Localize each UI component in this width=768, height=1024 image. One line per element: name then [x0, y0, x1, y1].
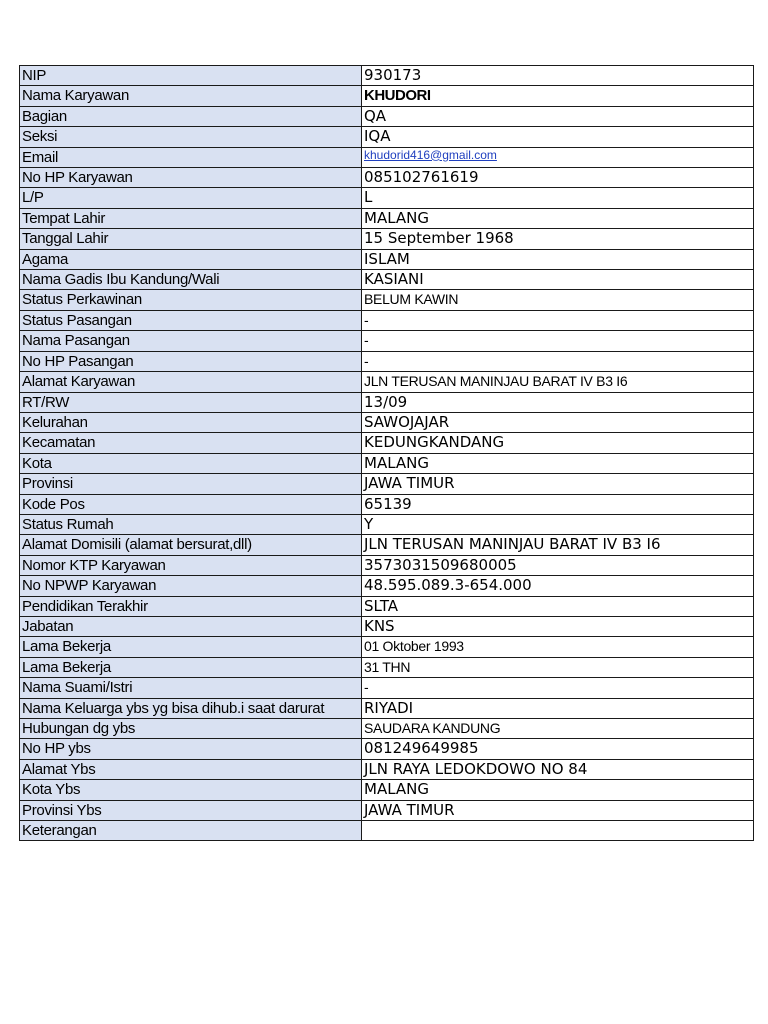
- field-value: KHUDORI: [362, 86, 754, 106]
- table-row: [20, 494, 754, 514]
- field-label: Kode Pos: [20, 494, 362, 514]
- table-row: [20, 821, 754, 841]
- field-value: MALANG: [362, 453, 754, 473]
- field-value: ISLAM: [362, 249, 754, 269]
- field-label: Jabatan: [20, 616, 362, 636]
- table-row: [20, 270, 754, 290]
- field-label: No HP Pasangan: [20, 351, 362, 371]
- table-row: [20, 678, 754, 698]
- field-value: 085102761619: [362, 168, 754, 188]
- field-value: KASIANI: [362, 270, 754, 290]
- field-label: Seksi: [20, 127, 362, 147]
- field-value: 081249649985: [362, 739, 754, 759]
- field-value: -: [362, 351, 754, 371]
- table-row: [20, 474, 754, 494]
- table-row: [20, 147, 754, 167]
- field-value: JAWA TIMUR: [362, 800, 754, 820]
- table-row: [20, 372, 754, 392]
- field-label: L/P: [20, 188, 362, 208]
- field-label: NIP: [20, 66, 362, 86]
- field-label: Tempat Lahir: [20, 208, 362, 228]
- field-value: JLN TERUSAN MANINJAU BARAT IV B3 I6: [362, 535, 754, 555]
- field-label: Alamat Domisili (alamat bersurat,dll): [20, 535, 362, 555]
- field-label: Pendidikan Terakhir: [20, 596, 362, 616]
- field-value: JAWA TIMUR: [362, 474, 754, 494]
- table-row: [20, 780, 754, 800]
- field-value: -: [362, 331, 754, 351]
- table-row: [20, 249, 754, 269]
- table-row: [20, 310, 754, 330]
- field-label: Status Perkawinan: [20, 290, 362, 310]
- employee-record-body: [20, 66, 754, 841]
- field-value: L: [362, 188, 754, 208]
- table-row: [20, 514, 754, 534]
- field-value: SAWOJAJAR: [362, 412, 754, 432]
- table-row: [20, 453, 754, 473]
- employee-record-table: [19, 65, 754, 841]
- field-value: 01 Oktober 1993: [362, 637, 754, 657]
- field-label: Hubungan dg ybs: [20, 719, 362, 739]
- field-value: KEDUNGKANDANG: [362, 433, 754, 453]
- table-row: [20, 229, 754, 249]
- email-link[interactable]: khudorid416@gmail.com: [364, 147, 497, 162]
- table-row: [20, 392, 754, 412]
- field-label: RT/RW: [20, 392, 362, 412]
- table-row: [20, 290, 754, 310]
- field-label: No HP Karyawan: [20, 168, 362, 188]
- field-value: 65139: [362, 494, 754, 514]
- field-label: Nama Suami/Istri: [20, 678, 362, 698]
- field-label: Kecamatan: [20, 433, 362, 453]
- table-row: [20, 412, 754, 432]
- table-row: [20, 351, 754, 371]
- field-label: Email: [20, 147, 362, 167]
- field-value: [362, 821, 754, 841]
- field-value: 31 THN: [362, 657, 754, 677]
- table-row: [20, 616, 754, 636]
- field-value: SLTA: [362, 596, 754, 616]
- table-row: [20, 637, 754, 657]
- field-label: Lama Bekerja: [20, 637, 362, 657]
- field-value: RIYADI: [362, 698, 754, 718]
- field-label: Keterangan: [20, 821, 362, 841]
- field-value: KNS: [362, 616, 754, 636]
- field-label: Provinsi Ybs: [20, 800, 362, 820]
- table-row: [20, 657, 754, 677]
- field-label: Status Rumah: [20, 514, 362, 534]
- field-value: JLN TERUSAN MANINJAU BARAT IV B3 I6: [362, 372, 754, 392]
- field-label: Agama: [20, 249, 362, 269]
- table-row: [20, 698, 754, 718]
- field-value: -: [362, 678, 754, 698]
- table-row: [20, 596, 754, 616]
- field-value: BELUM KAWIN: [362, 290, 754, 310]
- table-row: [20, 208, 754, 228]
- field-value: 48.595.089.3-654.000: [362, 576, 754, 596]
- table-row: [20, 739, 754, 759]
- field-label: Kota: [20, 453, 362, 473]
- field-label: No HP ybs: [20, 739, 362, 759]
- field-label: Lama Bekerja: [20, 657, 362, 677]
- field-value: 930173: [362, 66, 754, 86]
- table-row: [20, 168, 754, 188]
- field-label: Nama Keluarga ybs yg bisa dihub.i saat darurat: [20, 698, 362, 718]
- field-label: Alamat Ybs: [20, 759, 362, 779]
- table-row: [20, 800, 754, 820]
- field-label: Kelurahan: [20, 412, 362, 432]
- field-label: Nama Karyawan: [20, 86, 362, 106]
- table-row: [20, 719, 754, 739]
- table-row: [20, 331, 754, 351]
- table-row: [20, 433, 754, 453]
- field-value: JLN RAYA LEDOKDOWO NO 84: [362, 759, 754, 779]
- table-row: [20, 759, 754, 779]
- field-label: Nomor KTP Karyawan: [20, 555, 362, 575]
- field-label: Status Pasangan: [20, 310, 362, 330]
- field-value: -: [362, 310, 754, 330]
- field-label: No NPWP Karyawan: [20, 576, 362, 596]
- field-label: Nama Gadis Ibu Kandung/Wali: [20, 270, 362, 290]
- field-label: Kota Ybs: [20, 780, 362, 800]
- field-label: Nama Pasangan: [20, 331, 362, 351]
- field-value: 15 September 1968: [362, 229, 754, 249]
- field-label: Alamat Karyawan: [20, 372, 362, 392]
- field-value: IQA: [362, 127, 754, 147]
- field-value: MALANG: [362, 208, 754, 228]
- table-row: [20, 127, 754, 147]
- table-row: [20, 106, 754, 126]
- field-value: MALANG: [362, 780, 754, 800]
- table-row: [20, 555, 754, 575]
- table-row: [20, 188, 754, 208]
- table-row: [20, 535, 754, 555]
- field-value: SAUDARA KANDUNG: [362, 719, 754, 739]
- field-value: Y: [362, 514, 754, 534]
- field-value: QA: [362, 106, 754, 126]
- table-row: [20, 66, 754, 86]
- field-value-cell: [362, 147, 754, 167]
- field-label: Tanggal Lahir: [20, 229, 362, 249]
- table-row: [20, 86, 754, 106]
- field-label: Bagian: [20, 106, 362, 126]
- field-value: 3573031509680005: [362, 555, 754, 575]
- table-row: [20, 576, 754, 596]
- field-value: 13/09: [362, 392, 754, 412]
- field-label: Provinsi: [20, 474, 362, 494]
